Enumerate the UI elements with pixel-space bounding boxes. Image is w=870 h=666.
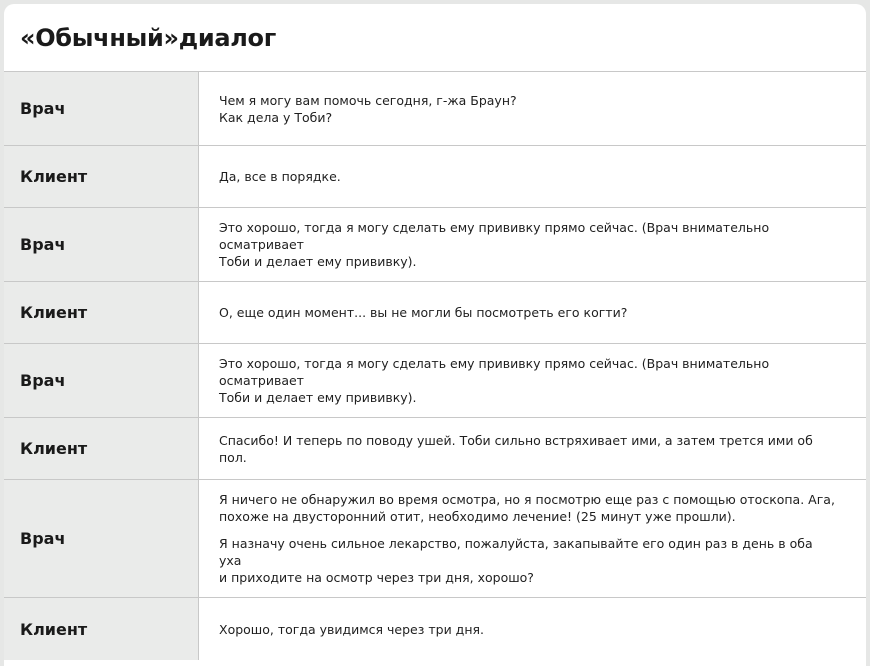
speaker-label: Клиент — [4, 598, 199, 660]
utterance-paragraph: Я ничего не обнаружил во время осмотра, но я посмотрю еще раз с помощью отоскопа. Ага, похоже на двусторонний отит, необходимо лечение! (25 минут уже прошли). — [219, 492, 835, 524]
utterance — [199, 282, 866, 343]
table-row — [4, 282, 866, 344]
utterance — [199, 418, 866, 479]
speaker-label: Врач — [4, 208, 199, 281]
utterance-paragraph: Спасибо! И теперь по поводу ушей. Тоби сильно встряхивает ими, а затем трется ими об пол. — [219, 432, 813, 465]
table-row — [4, 598, 866, 660]
speaker-label: Врач — [4, 72, 199, 145]
utterance — [199, 208, 866, 281]
utterance-paragraph: Я назначу очень сильное лекарство, пожалуйста, закапывайте его один раз в день в оба уха и приходите на осмотр через три дня, хорошо? — [219, 536, 813, 585]
utterance-paragraph: Это хорошо, тогда я могу сделать ему прививку прямо сейчас. (Врач внимательно осматривает Тоби и делает ему прививку). — [219, 356, 770, 405]
utterance — [199, 480, 866, 597]
utterance-paragraph: Да, все в порядке. — [219, 169, 341, 184]
table-row — [4, 480, 866, 598]
speaker-label: Клиент — [4, 146, 199, 207]
table-row — [4, 208, 866, 282]
speaker-label: Врач — [4, 480, 199, 597]
speaker-label: Клиент — [4, 418, 199, 479]
utterance-paragraph: Хорошо, тогда увидимся через три дня. — [219, 621, 484, 637]
table-row — [4, 418, 866, 480]
table-row — [4, 72, 866, 146]
page-title: «Обычный»диалог — [4, 4, 866, 72]
speaker-label: Врач — [4, 344, 199, 417]
utterance-paragraph: Чем я могу вам помочь сегодня, г-жа Браун? Как дела у Тоби? — [219, 92, 517, 125]
utterance — [199, 598, 866, 660]
table-row — [4, 146, 866, 208]
utterance-paragraph: Это хорошо, тогда я могу сделать ему прививку прямо сейчас. (Врач внимательно осматривает Тоби и делает ему прививку). — [219, 220, 770, 269]
dialog-card — [4, 4, 866, 666]
table-row — [4, 344, 866, 418]
speaker-label: Клиент — [4, 282, 199, 343]
utterance-paragraph: О, еще один момент... вы не могли бы посмотреть его когти? — [219, 305, 628, 320]
utterance — [199, 344, 866, 417]
utterance — [199, 72, 866, 145]
utterance — [199, 146, 866, 207]
